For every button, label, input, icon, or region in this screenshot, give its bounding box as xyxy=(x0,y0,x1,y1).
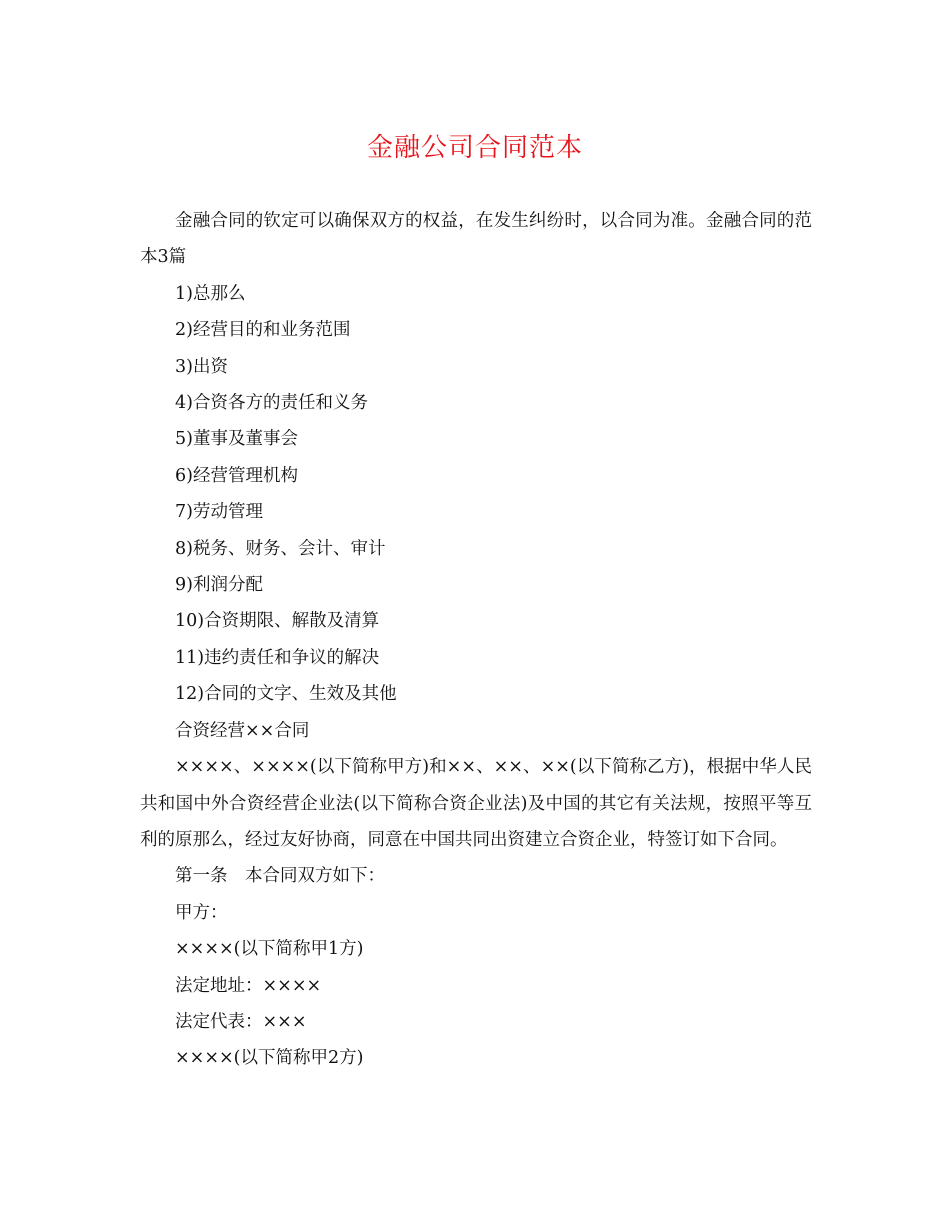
paragraph-toc-8: 8)税务、财务、会计、审计 xyxy=(175,538,386,559)
paragraph-party-a2: ××××(以下简称甲2方) xyxy=(175,1048,364,1069)
paragraph-party-a1: ××××(以下简称甲1方) xyxy=(175,939,364,960)
paragraph-toc-4: 4)合资各方的责任和义务 xyxy=(175,393,368,414)
paragraph-toc-5: 5)董事及董事会 xyxy=(175,429,298,450)
paragraph-party-a: 甲方： xyxy=(175,902,228,923)
paragraph-toc-10: 10)合资期限、解散及清算 xyxy=(175,611,380,632)
paragraph-toc-7: 7)劳动管理 xyxy=(175,502,263,523)
paragraph-article-1: 第一条 本合同双方如下： xyxy=(175,866,385,887)
paragraph-toc-1: 1)总那么 xyxy=(175,283,246,304)
paragraph-toc-6: 6)经营管理机构 xyxy=(175,465,298,486)
paragraph-toc-12: 12)合同的文字、生效及其他 xyxy=(175,684,397,705)
document-body xyxy=(140,203,812,1077)
paragraph-toc-2: 2)经营目的和业务范围 xyxy=(175,320,351,341)
paragraph-intro: 金融合同的钦定可以确保双方的权益，在发生纠纷时，以合同为准。金融合同的范本3篇 xyxy=(140,211,812,268)
paragraph-legal-address: 法定地址：×××× xyxy=(175,975,322,996)
paragraph-contract-heading: 合资经营××合同 xyxy=(175,720,310,741)
document-title: 金融公司合同范本 xyxy=(366,133,583,163)
paragraph-preamble: ××××、××××(以下简称甲方)和××、××、××(以下简称乙方)，根据中华人民共和国中外合资经营企业法(以下简称合资企业法)及中国的其它有关法规，按照平等互利的原那么，经过友好协商，同意在中国共同出资建立合资企业，特签订如下合同。 xyxy=(140,757,812,850)
paragraph-toc-3: 3)出资 xyxy=(175,356,228,377)
paragraph-toc-11: 11)违约责任和争议的解决 xyxy=(175,647,380,668)
paragraph-toc-9: 9)利润分配 xyxy=(175,575,263,596)
paragraph-legal-representative: 法定代表：××× xyxy=(175,1011,307,1032)
